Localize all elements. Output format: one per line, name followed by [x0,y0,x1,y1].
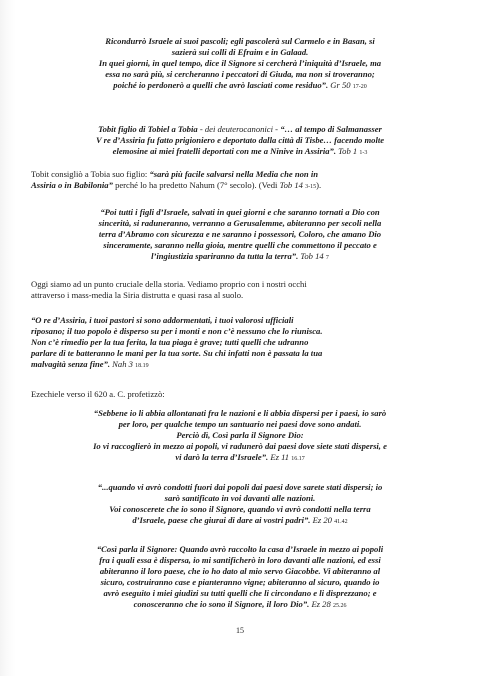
scripture-reference: Tob 1 [338,145,358,156]
text-line: l’ingiustizia spariranno da tutta la terra”. Tob 14 7 [151,250,329,261]
scripture-reference: Tob 14 [300,250,324,261]
text-line: poiché io perdonerò a quelli che avrò lasciati come residuo”. Gr 50 17-20 [113,79,367,90]
text-line: d’Israele, paese che giurai di dare ai vostri padri”. Ez 20 41.42 [132,514,348,525]
paragraph-ezekiel-intro [31,389,449,400]
text-line: vi darò la terra d’Israele”. Ez 11 16.17 [175,451,305,462]
text-line: avrò eseguito i miei giudizi su tutti quelli che li circondano e li disprezzano; e [103,587,377,598]
text-line: riposano; il tuo popolo è disperso su per i monti e non c’è nessuno che lo riunisca. [31,325,323,336]
text-line: conosceranno che io sono il Signore, il loro Dio”. Ez 28 25.26 [133,598,347,609]
section-title: Tobit figlio di Tobiel a Tobia [98,124,198,134]
text-line: Tobit figlio di Tobiel a Tobia - dei deuterocanonici - “… al tempo di Salmanasser [98,124,382,134]
verse-number: 16.17 [291,455,305,462]
text-line: In quei giorni, in quel tempo, dice il Signore si cercherà l’iniquità d’Israele, ma [98,57,382,68]
text-line: Ezechiele verso il 620 a. C. profetizzò: [31,389,165,399]
emphasis-quote: “sarà più facile salvarsi nella Media che non in [149,169,319,179]
quote-ezekiel-20 [30,482,450,528]
text-line: malvagità senza fine”. Nah 3 18.19 [31,358,149,369]
scripture-reference: Ez 28 [311,598,331,609]
scripture-reference: Tob 14 [279,179,303,190]
quote-jeremiah [30,36,450,93]
page-number: 15 [236,626,244,635]
paragraph-tobit-advice: Tobit consigliò a Tobia suo figlio: “sarà più facile salvarsi nella Media che non in Assiria o in Babilonia” perché lo ha predetto Nahum (7° secolo). (Vedi Tob 14 3-15). [31,169,322,190]
section-subtitle: - dei deuterocanonici - [199,124,279,134]
verse-number: 17-20 [352,83,367,90]
text-line: “Così parla il Signore: Quando avrò raccolto la casa d’Israele in mezzo ai popoli [96,544,384,554]
quote-tobit-14 [30,207,450,264]
text-line: elemosine ai miei fratelli deportati con me a Ninive in Assiria”. Tob 1 1-3 [112,145,368,156]
text-line: Oggi siamo ad un punto cruciale della storia. Vediamo proprio con i nostri occhi [31,279,307,289]
verse-number: 18.19 [135,362,149,369]
text-line: attraverso i mass-media la Siria distrutta e quasi rasa al suolo. [31,289,244,300]
text-line: “Sebbene io li abbia allontanati fra le nazioni e li abbia dispersi per i paesi, io sarò [93,408,387,418]
quote-ezekiel-11 [30,408,450,465]
quote-ezekiel-28 [30,544,450,611]
text-line: sinceramente, saranno nella gioia, mentre quelli che commettono il peccato e [103,239,377,250]
text-line: Perciò dì, Così parla il Signore Dio: [176,429,304,440]
text-line: sarò santificato in voi davanti alle nazioni. [164,492,316,503]
verse-number: 3-15 [305,183,317,190]
text-line: Non c’è rimedio per la tua ferita, la tua piaga è grave; tutti quelli che udranno [31,336,309,347]
quote-nahum [31,315,449,372]
text-line: “O re d’Assiria, i tuoi pastori si sono addormentati, i tuoi valorosi ufficiali [31,315,294,325]
text-line: V re d’Assiria fu fatto prigioniero e deportato dalla città di Tisbe… facendo molte [95,134,385,145]
scripture-reference: Ez 20 [312,514,332,525]
verse-number: 7 [325,254,329,261]
text-line: sincerità, si raduneranno, verranno a Gerusalemme, abiteranno per secoli nella [98,217,382,228]
text-line: essa no sarà più, si cercheranno i peccatori di Giuda, ma non si troveranno; [105,68,375,79]
text-line: fra i quali essa è dispersa, io mi santificherò in loro davanti alle nazioni, ed essi [99,554,381,565]
verse-number: 41.42 [334,518,348,525]
text-line: Io vi raccoglierò in mezzo ai popoli, vi radunerò dai paesi dove siete stati dispersi, e [93,440,387,451]
text-line: terra d’Abramo con sicurezza e ne saranno i possessori, Coloro, che amano Dio [98,228,382,239]
paragraph-today [31,279,449,301]
text-line: abiteranno il loro paese, che io ho dato al mio servo Giacobbe. Vi abiteranno al [99,565,381,576]
text-line: sicuro, costruiranno case e pianteranno vigne; abiteranno al sicuro, quando io [100,576,380,587]
text-line: Ricondurrò Israele ai suoi pascoli; egli pascolerà sul Carmelo e in Basan, si [105,36,375,46]
emphasis-quote: Assiria o in Babilonia” [31,179,113,190]
quote-tobit-intro [30,124,450,159]
text-line: “Poi tutti i figli d’Israele, salvati in quei giorni e che saranno tornati a Dio con [100,207,380,217]
text-line: sazierà sui colli di Efraim e in Galaad. [171,46,309,57]
verse-number: 1-3 [359,149,368,156]
scripture-reference: Gr 50 [330,79,351,90]
text-line: “...quando vi avrò condotti fuori dai popoli dai paesi dove sarete stati dispersi; io [97,482,383,492]
scripture-reference: Ez 11 [270,451,290,462]
text-line: per loro, per qualche tempo un santuario nei paesi dove sono andati. [118,418,362,429]
verse-number: 25.26 [332,602,347,609]
scripture-reference: Nah 3 [112,358,133,369]
text-line: Voi conoscerete che io sono il Signore, quando vi avrò condotti nella terra [109,503,371,514]
text-line: parlare di te batteranno le mani per la tua sorte. Su chi infatti non è passata la tua [31,347,323,358]
